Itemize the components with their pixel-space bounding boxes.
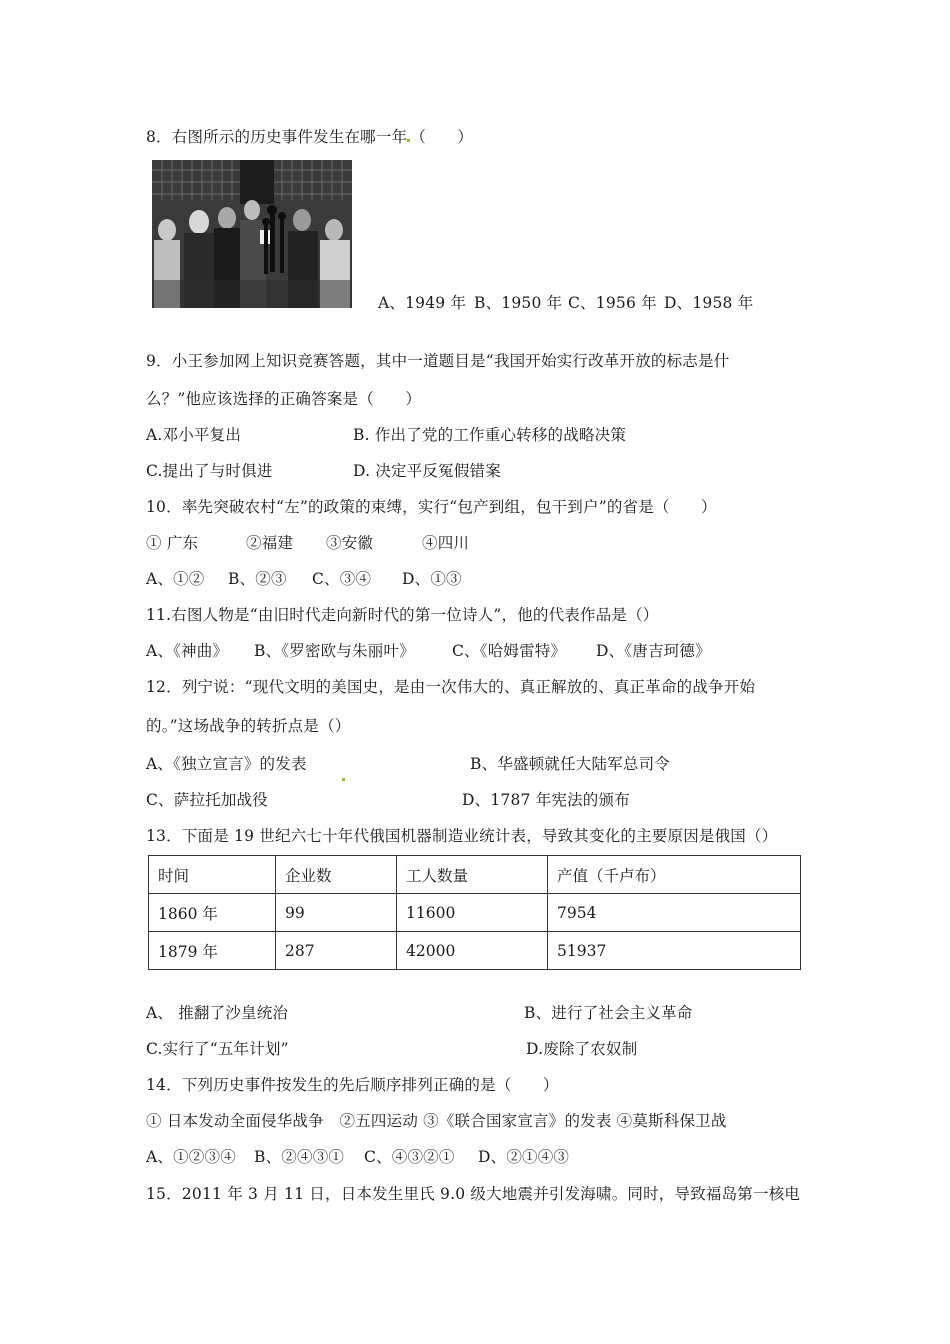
q13-option-c[interactable]: C.实行了“五年计划” (146, 1040, 289, 1058)
q10-item-1: ① 广东 (146, 534, 199, 552)
q11-stem: 11.右图人物是“由旧时代走向新时代的第一位诗人”，他的代表作品是（） (146, 606, 659, 624)
q10-option-b[interactable]: B、②③ (228, 570, 287, 588)
q13-option-a[interactable]: A、 推翻了沙皇统治 (146, 1004, 289, 1022)
q13-option-d[interactable]: D.废除了农奴制 (526, 1040, 638, 1058)
q11-option-b[interactable]: B、《罗密欧与朱丽叶》 (254, 642, 415, 660)
table-cell: 42000 (397, 932, 548, 970)
table-header-cell: 工人数量 (397, 856, 548, 894)
q11-option-a[interactable]: A、《神曲》 (146, 642, 229, 660)
q10-item-2: ②福建 (246, 534, 294, 552)
scan-mark (342, 766, 345, 786)
q12-option-b[interactable]: B、华盛顿就任大陆军总司令 (470, 755, 670, 773)
q12-stem-line1: 12．列宁说：“现代文明的美国史，是由一次伟大的、真正解放的、真正革命的战争开始 (146, 678, 756, 696)
table-cell: 99 (276, 894, 397, 932)
table-cell: 7954 (548, 894, 801, 932)
q10-option-d[interactable]: D、①③ (402, 570, 462, 588)
q12-option-c[interactable]: C、萨拉托加战役 (146, 791, 268, 809)
q11-option-d[interactable]: D、《唐吉珂德》 (596, 642, 711, 660)
q15-stem: 15．2011 年 3 月 11 日，日本发生里氏 9.0 级大地震并引发海啸。同时，导致福岛第一核电 (146, 1185, 801, 1203)
q12-option-d[interactable]: D、1787 年宪法的颁布 (462, 791, 630, 809)
q9-stem-line2: 么？”他应该选择的正确答案是（ ） (146, 390, 422, 408)
table-row (149, 932, 801, 970)
q10-item-4: ④四川 (422, 534, 470, 552)
table-row (149, 894, 801, 932)
q9-option-c[interactable]: C.提出了与时俱进 (146, 462, 273, 480)
table-header-cell: 时间 (149, 856, 276, 894)
q11-option-c[interactable]: C、《哈姆雷特》 (452, 642, 567, 660)
q8-option-b[interactable]: B、1950 年 (474, 294, 563, 312)
q10-item-3: ③安徽 (326, 534, 374, 552)
q14-option-c[interactable]: C、④③②① (364, 1148, 455, 1166)
table-header-cell: 企业数 (276, 856, 397, 894)
q12-option-a[interactable]: A、《独立宣言》的发表 (146, 755, 307, 773)
q9-option-b[interactable]: B. 作出了党的工作重心转移的战略决策 (353, 426, 627, 444)
q8-option-d[interactable]: D、1958 年 (664, 294, 754, 312)
historical-photo (152, 160, 352, 308)
q9-option-a[interactable]: A.邓小平复出 (146, 426, 242, 444)
q13-option-b[interactable]: B、进行了社会主义革命 (524, 1004, 693, 1022)
q12-stem-line2: 的。”这场战争的转折点是（） (146, 717, 351, 735)
table-cell: 1879 年 (149, 932, 276, 970)
table-header-cell: 产值（千卢布） (548, 856, 801, 894)
q8-stem: 8．右图所示的历史事件发生在哪一年 （ ） (146, 128, 474, 146)
q9-option-d[interactable]: D. 决定平反冤假错案 (353, 462, 501, 480)
ceremony-photo-icon (152, 160, 352, 308)
q14-option-d[interactable]: D、②①④③ (478, 1148, 570, 1166)
q13-stem: 13．下面是 19 世纪六七十年代俄国机器制造业统计表，导致其变化的主要原因是俄国（） (146, 827, 778, 845)
stats-table (148, 855, 801, 970)
q9-stem-line1: 9．小王参加网上知识竞赛答题，其中一道题目是“我国开始实行改革开放的标志是什 (146, 352, 730, 370)
q10-option-c[interactable]: C、③④ (312, 570, 372, 588)
table-cell: 51937 (548, 932, 801, 970)
table-cell: 11600 (397, 894, 548, 932)
q8-option-c[interactable]: C、1956 年 (568, 294, 657, 312)
table-cell: 1860 年 (149, 894, 276, 932)
table-header-row (149, 856, 801, 894)
q14-stem: 14．下列历史事件按发生的先后顺序排列正确的是（ ） (146, 1076, 559, 1094)
q14-items: ① 日本发动全面侵华战争 ②五四运动 ③《联合国家宣言》的发表 ④莫斯科保卫战 (146, 1112, 727, 1130)
q14-option-a[interactable]: A、①②③④ (146, 1148, 236, 1166)
q14-option-b[interactable]: B、②④③① (254, 1148, 345, 1166)
table-cell: 287 (276, 932, 397, 970)
q10-option-a[interactable]: A、①② (146, 570, 205, 588)
q8-option-a[interactable]: A、1949 年 (378, 294, 467, 312)
q10-stem: 10．率先突破农村“左”的政策的束缚，实行“包产到组，包干到户”的省是（ ） (146, 498, 717, 516)
